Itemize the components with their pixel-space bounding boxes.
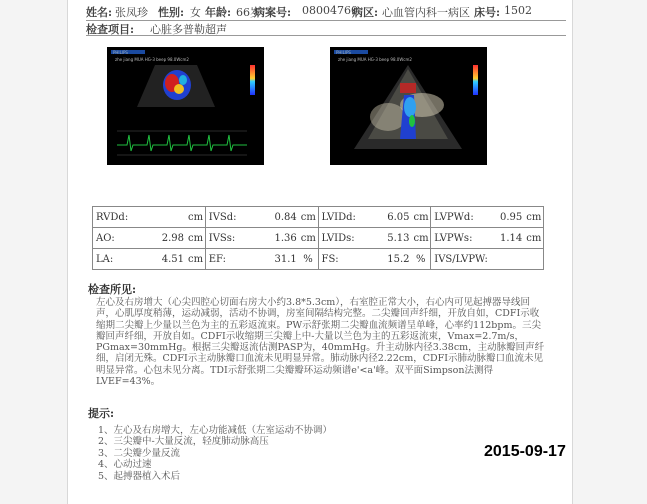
name-label: 姓名: [86,6,113,19]
measurement-cell [318,249,431,270]
sex-label: 性别: [158,6,185,19]
right-overlay-text: zhe jiang MUA HG-3 beep 98.0Wcm2 [338,57,412,62]
measurement-key: IVSd: [208,211,237,223]
right-brand-text: PHILIPS [336,50,351,55]
left-overlay-text: zhe jiang MUA HG-3 beep 98.0Wcm2 [115,57,189,62]
measurement-key: FS: [321,253,339,265]
measurement-cell [318,228,431,249]
measurement-row [93,249,544,270]
measurement-value: 15.2 [387,253,410,265]
sex-value: 女 [190,6,201,19]
echo-image-left-graphic [107,47,264,165]
measurement-unit: cm [413,232,429,244]
bed-label: 床号: [474,6,501,19]
measurement-cell [205,249,318,270]
measurement-value: 2.98 [161,232,184,244]
measurement-cell [205,228,318,249]
measurement-unit: cm [188,211,204,223]
exam-label: 检查项目: [86,23,135,36]
measurement-table [92,206,544,270]
measurement-key: EF: [208,253,227,265]
measurement-key: RVDd: [96,211,129,223]
conclusion-item: 1、左心及右房增大，左心功能减低（左室运动不协调） [98,425,333,436]
bed-value: 1502 [504,4,532,17]
left-brand-text: PHILIPS [113,50,128,55]
measurement-row [93,228,544,249]
measurement-unit: cm [526,211,542,223]
measurement-cell [93,249,206,270]
conclusion-item: 3、二尖瓣少量反流 [98,447,181,459]
measurement-value: 1.14 [499,232,523,244]
measurement-value: 0.84 [274,211,297,223]
age-value: 66岁 [236,6,261,19]
measurement-value: 0.95 [499,211,523,223]
conclusion-item: 2、三尖瓣中-大量反流，轻度肺动脉高压 [98,436,269,448]
measurement-key: IVSs: [208,232,236,244]
measurement-cell [93,228,206,249]
measurement-unit: cm [526,232,542,244]
measurement-unit: cm [300,211,316,223]
echo-image-right [330,47,487,165]
measurement-value: 6.05 [387,211,410,223]
name-value: 张凤珍 [115,6,148,19]
report-date: 2015-09-17 [484,443,566,460]
ward-value: 心血管内科一病区 [382,6,470,19]
measurement-unit: % [303,253,313,265]
measurement-value: 4.51 [161,253,184,265]
measurement-key: LA: [96,253,114,265]
measurement-cell [431,207,544,228]
measurement-unit: cm [188,253,204,265]
measurement-value: 31.1 [274,253,297,265]
measurement-key: LVPWs: [434,232,473,244]
measurement-key: LVPWd: [434,211,474,223]
measurement-key: LVIDd: [321,211,356,223]
conclusion-list [98,425,398,482]
measurement-value: 1.36 [274,232,297,244]
measurement-cell [93,207,206,228]
echo-image-left [107,47,264,165]
case-number-label: 病案号: [254,6,292,19]
conclusion-title: 提示: [88,407,115,420]
measurement-cell [318,207,431,228]
exam-row [86,21,566,36]
echo-image-right-graphic [330,47,487,165]
measurement-key: AO: [96,232,115,244]
conclusion-item: 4、心动过速 [98,459,152,471]
measurement-key: IVS/LVPW: [434,253,488,265]
measurement-cell [431,249,544,270]
measurement-unit: cm [413,211,429,223]
measurement-value: 5.13 [387,232,410,244]
patient-header [86,4,566,21]
measurement-unit: cm [188,232,204,244]
findings-text: 左心及右房增大（心尖四腔心切面右房大小约3.8*5.3cm），右室腔正常大小，右心内可见起搏器导线回声，心肌厚度稍薄，运动减弱，活动不协调，房室间隔结构完整。二尖瓣回声纤细，开放自如，CDFI示收缩期二尖瓣上少量以兰色为主的五彩返流束。PW示舒张期二尖瓣血流频谱呈单峰，心率约112bpm。三尖瓣回声纤细，开放自如。CDFI示收缩期三尖瓣上中-大量以兰色为主的五彩返流束，Vmax=2.7m/s，PGmax=30mmHg。根据三尖瓣返流估测PASP为，40mmHg。升主动脉内径3.38cm，主动脉瓣回声纤细，启闭无殊。CDFI示主动脉瓣口血流未见明显异常。肺动脉内径2.22cm，CDFI示肺动脉瓣口血流未见明显异常。心包未见分离。TDI示舒张期二尖瓣瓣环运动频谱e'<a'峰。双平面Simpson法测得LVEF=43%。 [96,297,545,388]
case-number-value: 08004760 [302,4,358,17]
measurement-cell [431,228,544,249]
measurement-unit: cm [300,232,316,244]
measurement-row [93,207,544,228]
conclusion-item: 5、起搏器植入术后 [98,470,181,482]
age-label: 年龄: [205,6,232,19]
measurement-cell [205,207,318,228]
findings-title: 检查所见: [88,283,137,296]
exam-value: 心脏多普勒超声 [150,23,227,36]
measurement-unit: % [415,253,426,265]
measurement-key: LVIDs: [321,232,355,244]
ward-label: 病区: [352,6,379,19]
